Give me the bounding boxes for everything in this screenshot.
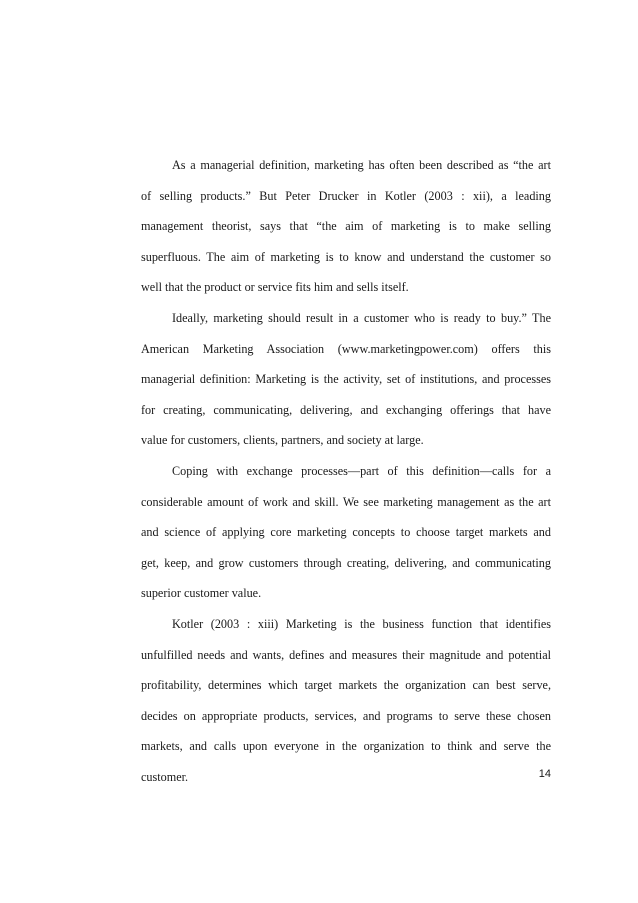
paragraph-line: managerial definition: Marketing is the activity, set of institutions, and processes bbox=[141, 372, 551, 387]
paragraph-line: for creating, communicating, delivering, and exchanging offerings that have bbox=[141, 402, 551, 417]
page-number: 14 bbox=[538, 768, 551, 780]
paragraph-line: get, keep, and grow customers through creating, delivering, and communicating bbox=[141, 555, 551, 570]
paragraph-line: Kotler (2003 : xiii) Marketing is the business function that identifies bbox=[172, 616, 551, 631]
paragraph-line: unfulfilled needs and wants, defines and measures their magnitude and potential bbox=[141, 647, 551, 662]
body-text bbox=[141, 150, 551, 792]
paragraph-line: profitability, determines which target markets the organization can best serve, bbox=[141, 678, 551, 693]
paragraph-line: well that the product or service fits him and sells itself. bbox=[141, 280, 409, 295]
paragraph-line: customer. bbox=[141, 769, 189, 784]
paragraph-line: of selling products.” But Peter Drucker in Kotler (2003 : xii), a leading bbox=[141, 188, 551, 203]
paragraph-line: As a managerial definition, marketing has often been described as “the art bbox=[172, 158, 551, 172]
paragraph-line: American Marketing Association (www.marketingpower.com) offers this bbox=[141, 341, 551, 356]
paragraph-line: superior customer value. bbox=[141, 586, 262, 601]
paragraph-line: superfluous. The aim of marketing is to know and understand the customer so bbox=[141, 249, 551, 264]
paragraph-line: and science of applying core marketing concepts to choose target markets and bbox=[141, 525, 551, 540]
paragraph-line: markets, and calls upon everyone in the organization to think and serve the bbox=[141, 739, 551, 754]
paragraph-line: management theorist, says that “the aim of marketing is to make selling bbox=[141, 219, 551, 234]
paragraph-line: Coping with exchange processes—part of this definition—calls for a bbox=[172, 463, 551, 478]
paragraph-line: considerable amount of work and skill. We see marketing management as the art bbox=[141, 494, 551, 509]
paragraph-line: decides on appropriate products, services, and programs to serve these chosen bbox=[141, 708, 551, 723]
paragraph-line: Ideally, marketing should result in a customer who is ready to buy.” The bbox=[172, 310, 551, 325]
paragraph-line: value for customers, clients, partners, and society at large. bbox=[141, 433, 424, 448]
